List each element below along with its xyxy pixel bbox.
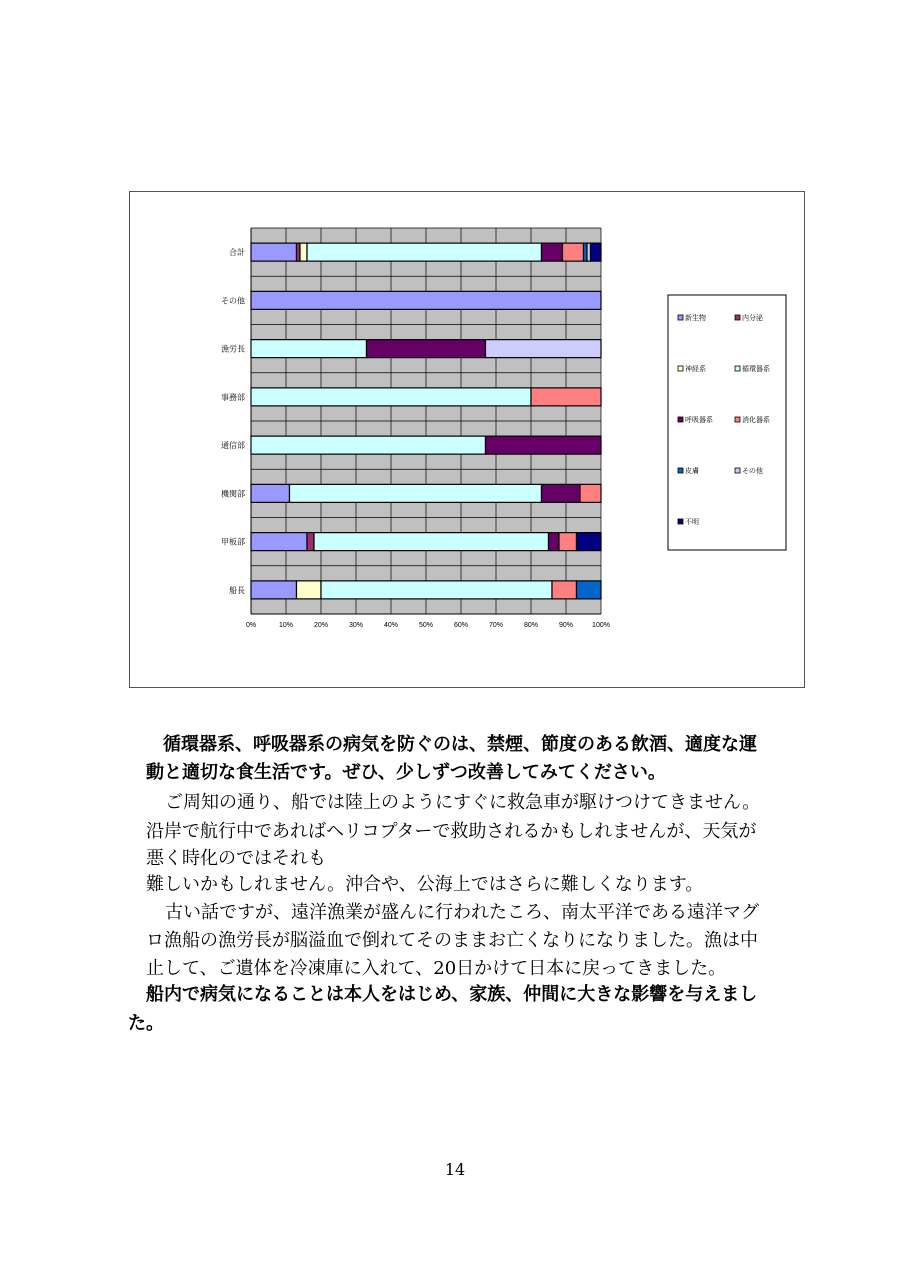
x-tick-label: 0% xyxy=(245,622,257,629)
legend-swatch xyxy=(678,417,683,422)
category-label: 甲板部 xyxy=(221,537,245,547)
bar-segment xyxy=(549,533,560,551)
x-tick-label: 70% xyxy=(488,622,504,629)
bar-segment xyxy=(290,484,542,502)
bar-segment xyxy=(563,243,584,261)
bar-segment xyxy=(251,484,290,502)
paragraph-4-line-2: た。 xyxy=(128,1013,164,1034)
bar-segment xyxy=(307,533,314,551)
paragraph-1-line-1: 循環器系、呼吸器系の病気を防ぐのは、禁煙、節度のある飲酒、適度な運 xyxy=(163,734,757,755)
bar-segment xyxy=(314,533,549,551)
legend-swatch xyxy=(735,315,740,320)
page-number: 14 xyxy=(444,1160,466,1179)
category-label: 船長 xyxy=(229,585,245,595)
paragraph-3-line-3: 止して、ご遺体を冷凍庫に入れて、20日かけて日本に戻ってきました。 xyxy=(146,958,727,979)
bar-segment xyxy=(251,533,307,551)
bar-segment xyxy=(577,533,602,551)
bar-segment xyxy=(559,533,577,551)
bar-segment xyxy=(251,243,297,261)
paragraph-3-line-1: 古い話ですが、遠洋漁業が盛んに行われたころ、南太平洋である遠洋マグ xyxy=(165,902,759,923)
legend-label: その他 xyxy=(742,467,763,475)
bar-segment xyxy=(321,581,552,599)
bar-segment xyxy=(251,340,367,358)
bar-segment xyxy=(297,581,322,599)
legend-label: 循環器系 xyxy=(742,365,770,373)
paragraph-3-line-2: ロ漁船の漁労長が脳溢血で倒れてそのままお亡くなりになりました。漁は中 xyxy=(146,930,758,951)
bar-segment xyxy=(580,484,601,502)
x-tick-label: 40% xyxy=(383,622,399,629)
category-label: 合計 xyxy=(229,248,245,258)
legend-label: 神経系 xyxy=(685,365,706,373)
category-label: 漁労長 xyxy=(221,344,245,354)
legend-label: 皮膚 xyxy=(685,467,699,475)
legend-label: 呼吸器系 xyxy=(685,416,713,424)
bar-segment xyxy=(251,581,297,599)
bar-segment xyxy=(542,243,563,261)
paragraph-2-line-1: ご周知の通り、船では陸上のようにすぐに救急車が駆けつけてきません。 xyxy=(165,792,761,813)
bar-segment xyxy=(542,484,581,502)
bar-segment xyxy=(591,243,602,261)
category-label: その他 xyxy=(221,296,245,306)
paragraph-2-line-2: 沿岸で航行中であればヘリコプターで救助されるかもしれませんが、天気が xyxy=(146,821,757,842)
bar-segment xyxy=(577,581,602,599)
x-tick-label: 50% xyxy=(418,622,434,629)
bar-segment xyxy=(300,243,307,261)
paragraph-2-line-3: 悪く時化のではそれも xyxy=(146,848,326,869)
paragraph-1-line-2: 動と適切な食生活です。ぜひ、少しずつ改善してみてください。 xyxy=(146,762,666,783)
bar-segment xyxy=(531,388,601,406)
x-tick-label: 90% xyxy=(558,622,574,629)
legend-label: 不明 xyxy=(685,518,699,526)
bar-segment xyxy=(486,436,602,454)
paragraph-4-line-1: 船内で病気になることは本人をはじめ、家族、仲間に大きな影響を与えまし xyxy=(146,984,758,1005)
category-label: 通信部 xyxy=(221,441,245,451)
x-tick-label: 80% xyxy=(523,622,539,629)
bar-segment xyxy=(251,388,531,406)
category-label: 事務部 xyxy=(221,392,245,402)
bar-segment xyxy=(307,243,542,261)
x-tick-label: 60% xyxy=(453,622,469,629)
legend-swatch xyxy=(678,519,683,524)
legend-label: 内分泌 xyxy=(742,314,763,322)
paragraph-2-line-4: 難しいかもしれません。沖合や、公海上ではさらに難しくなります。 xyxy=(146,874,704,895)
bar-segment xyxy=(486,340,602,358)
legend-swatch xyxy=(678,468,683,473)
legend-label: 消化器系 xyxy=(742,416,770,424)
category-label: 機関部 xyxy=(221,489,245,499)
stacked-bar-chart xyxy=(130,192,806,689)
legend-swatch xyxy=(735,468,740,473)
legend-swatch xyxy=(735,366,740,371)
bar-segment xyxy=(367,340,486,358)
legend-swatch xyxy=(735,417,740,422)
x-tick-label: 20% xyxy=(313,622,329,629)
bar-segment xyxy=(251,291,601,309)
x-tick-label: 30% xyxy=(348,622,364,629)
x-tick-label: 10% xyxy=(278,622,294,629)
bar-segment xyxy=(251,436,486,454)
legend-label: 新生物 xyxy=(685,314,706,322)
legend-swatch xyxy=(678,315,683,320)
chart-frame xyxy=(129,191,805,688)
legend-swatch xyxy=(678,366,683,371)
bar-segment xyxy=(552,581,577,599)
x-tick-label: 100% xyxy=(592,622,610,629)
